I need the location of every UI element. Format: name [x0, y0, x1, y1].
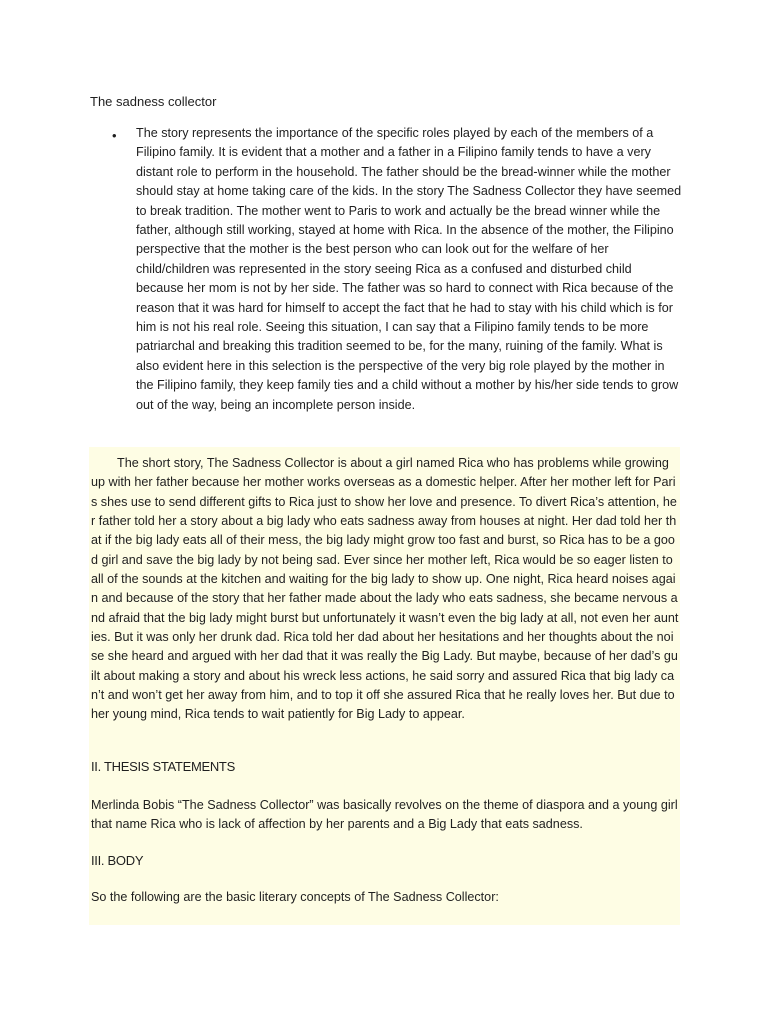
document-title: The sadness collector: [90, 94, 217, 109]
bullet-icon: •: [112, 128, 117, 143]
thesis-paragraph: Merlinda Bobis “The Sadness Collector” was basically revolves on the theme of diaspora and a young girl that name Rica who is lack of affection by her parents and a Big Lady that eats sadness.: [91, 798, 678, 832]
bullet-list-item: [112, 124, 682, 415]
thesis-heading: II. THESIS STATEMENTS: [91, 759, 235, 774]
summary-paragraph: The short story, The Sadness Collector is about a girl named Rica who has problems while growing up with her father because her mother works overseas as a domestic helper. After her mother left for Paris shes use to send different gifts to Rica just to show her love and presence. To divert Rica’s attention, her father told her a story about a big lady who eats sadness away from houses at night. Her dad told her that if the big lady eats all of their mess, the big lady might grow too fast and burst, so Rica has to be a good girl and save the big lady by not being sad. Ever since her mother left, Rica would be so eager listen to all of the sounds at the kitchen and waiting for the big lady to show up. One night, Rica heard noises again and because of the story that her father made about the lady who eats sadness, she became nervous and afraid that the big lady might burst but unfortunately it wasn’t even the big lady at all, not even her aunties. But it was only her drunk dad. Rica told her dad about her hesitations and her thoughts about the noise she heard and argued with her dad that it was really the Big Lady. But maybe, because of her dad’s guilt about making a story and about his wreck less actions, he said sorry and assured Rica that big lady can’t and won’t get her away from him, and to top it off she assured Rica that he really loves her. But due to her young mind, Rica tends to wait patiently for Big Lady to appear.: [91, 456, 679, 722]
bullet-paragraph: The story represents the importance of the specific roles played by each of the members of a Filipino family. It is evident that a mother and a father in a Filipino family tends to have a very distant role to perform in the household. The father should be the bread-winner while the mother should stay at home taking care of the kids. In the story The Sadness Collector they have seemed to break tradition. The mother went to Paris to work and actually be the bread winner while the father, although still working, stayed at home with Rica. In the absence of the mother, the Filipino perspective that the mother is the best person who can look out for the welfare of her child/children was represented in the story seeing Rica as a confused and disturbed child because her mom is not by her side. The father was so hard to connect with Rica because of the reason that it was hard for himself to accept the fact that he had to stay with his child which is for him is not his real role. Seeing this situation, I can say that a Filipino family tends to be more patriarchal and breaking this tradition seemed to be, for the many, ruining of the family. What is also evident here in this selection is the perspective of the very big role played by the mother in the Filipino family, they keep family ties and a child without a mother by his/her side tends to grow out of the way, being an incomplete person inside.: [136, 126, 682, 412]
body-paragraph: So the following are the basic literary concepts of The Sadness Collector:: [91, 890, 499, 904]
body-heading: III. BODY: [91, 853, 144, 868]
